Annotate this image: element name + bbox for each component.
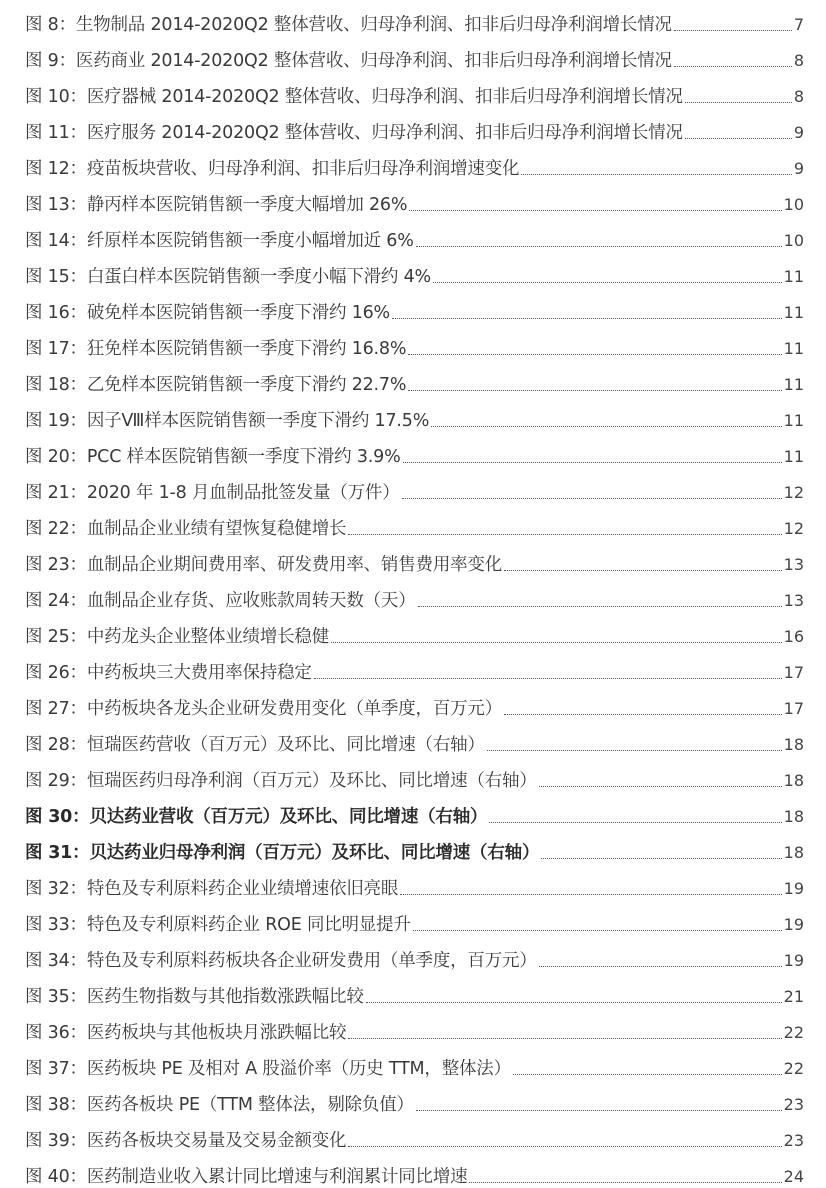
toc-entry[interactable] [25, 252, 804, 288]
dot-leader [504, 713, 782, 715]
toc-entry-title: 图 40：医药制造业收入累计同比增速与利润累计同比增速 [25, 1167, 468, 1187]
toc-entry-page-number: 22 [783, 1059, 804, 1078]
dot-leader [331, 641, 782, 643]
toc-entry[interactable] [25, 972, 804, 1008]
toc-entry-title: 图 29：恒瑞医药归母净利润（百万元）及环比、同比增速（右轴） [25, 771, 537, 791]
toc-entry-page-number: 23 [783, 1131, 804, 1150]
dot-leader [513, 1073, 782, 1075]
dot-leader [539, 785, 782, 787]
dot-leader [408, 353, 781, 355]
toc-entry-page-number: 12 [783, 483, 804, 502]
toc-entry[interactable] [25, 1044, 804, 1080]
toc-entry[interactable] [25, 1008, 804, 1044]
toc-entry-title: 图 23：血制品企业期间费用率、研发费用率、销售费用率变化 [25, 555, 503, 575]
dot-leader [431, 425, 782, 427]
toc-entry[interactable] [25, 360, 804, 396]
toc-entry[interactable] [25, 180, 804, 216]
dot-leader [674, 65, 792, 67]
toc-entry-title: 图 25：中药龙头企业整体业绩增长稳健 [25, 627, 330, 647]
toc-entry[interactable] [25, 612, 804, 648]
toc-entry[interactable] [25, 936, 804, 972]
toc-entry[interactable] [25, 108, 804, 144]
toc-entry-title: 图 36：医药板块与其他板块月涨跌幅比较 [25, 1023, 347, 1043]
toc-entry-title: 图 22：血制品企业业绩有望恢复稳健增长 [25, 519, 347, 539]
toc-entry-title: 图 15：白蛋白样本医院销售额一季度小幅下滑约 4% [25, 267, 431, 287]
dot-leader [416, 245, 782, 247]
toc-entry-page-number: 22 [783, 1023, 804, 1042]
dot-leader [348, 533, 781, 535]
toc-entry-page-number: 18 [783, 807, 804, 826]
toc-entry-title: 图 30：贝达药业营收（百万元）及环比、同比增速（右轴） [25, 807, 488, 827]
toc-entry[interactable] [25, 1080, 804, 1116]
toc-entry-page-number: 10 [783, 231, 804, 250]
dot-leader [314, 677, 782, 679]
table-of-figures [25, 0, 804, 1188]
toc-entry-title: 图 33：特色及专利原料药企业 ROE 同比明显提升 [25, 915, 411, 935]
toc-entry-page-number: 17 [783, 663, 804, 682]
toc-entry-page-number: 19 [783, 951, 804, 970]
toc-entry-page-number: 11 [783, 339, 804, 358]
toc-entry-title: 图 11：医疗服务 2014-2020Q2 整体营收、归母净利润、扣非后归母净利润增长情况 [25, 123, 683, 143]
toc-entry-page-number: 11 [783, 411, 804, 430]
toc-entry-page-number: 16 [783, 627, 804, 646]
toc-entry-page-number: 23 [783, 1095, 804, 1114]
dot-leader [413, 929, 782, 931]
dot-leader [504, 569, 782, 571]
toc-entry-title: 图 35：医药生物指数与其他指数涨跌幅比较 [25, 987, 364, 1007]
toc-entry-title: 图 24：血制品企业存货、应收账款周转天数（天） [25, 591, 416, 611]
toc-entry[interactable] [25, 324, 804, 360]
toc-entry-title: 图 13：静丙样本医院销售额一季度大幅增加 26% [25, 195, 408, 215]
toc-entry-title: 图 37：医药板块 PE 及相对 A 股溢价率（历史 TTM，整体法） [25, 1059, 511, 1079]
toc-entry-title: 图 8：生物制品 2014-2020Q2 整体营收、归母净利润、扣非后归母净利润增长情况 [25, 15, 672, 35]
dot-leader [403, 461, 782, 463]
dot-leader [348, 1037, 781, 1039]
toc-entry-title: 图 17：狂免样本医院销售额一季度下滑约 16.8% [25, 339, 407, 359]
toc-entry-title: 图 16：破免样本医院销售额一季度下滑约 16% [25, 303, 390, 323]
toc-entry[interactable] [25, 540, 804, 576]
dot-leader [366, 1001, 782, 1003]
toc-entry-page-number: 11 [783, 447, 804, 466]
toc-entry[interactable] [25, 576, 804, 612]
dot-leader [400, 893, 781, 895]
toc-entry[interactable] [25, 72, 804, 108]
toc-entry[interactable] [25, 648, 804, 684]
toc-entry-page-number: 19 [783, 879, 804, 898]
toc-entry[interactable] [25, 1116, 804, 1152]
toc-entry-page-number: 9 [793, 123, 804, 142]
toc-entry-page-number: 18 [783, 843, 804, 862]
toc-entry-page-number: 17 [783, 699, 804, 718]
toc-entry[interactable] [25, 288, 804, 324]
toc-entry-title: 图 12：疫苗板块营收、归母净利润、扣非后归母净利润增速变化 [25, 159, 520, 179]
toc-entry-title: 图 39：医药各板块交易量及交易金额变化 [25, 1131, 347, 1151]
toc-entry[interactable] [25, 0, 804, 36]
toc-entry-page-number: 18 [783, 771, 804, 790]
toc-entry-page-number: 13 [783, 555, 804, 574]
toc-entry-page-number: 11 [783, 303, 804, 322]
toc-entry-page-number: 19 [783, 915, 804, 934]
toc-entry[interactable] [25, 504, 804, 540]
toc-entry[interactable] [25, 144, 804, 180]
toc-entry-title: 图 32：特色及专利原料药企业业绩增速依旧亮眼 [25, 879, 399, 899]
toc-entry[interactable] [25, 1152, 804, 1188]
toc-entry-page-number: 18 [783, 735, 804, 754]
toc-entry[interactable] [25, 216, 804, 252]
toc-entry[interactable] [25, 756, 804, 792]
toc-entry[interactable] [25, 900, 804, 936]
dot-leader [433, 281, 782, 283]
dot-leader [469, 1181, 781, 1183]
toc-entry[interactable] [25, 396, 804, 432]
toc-entry[interactable] [25, 36, 804, 72]
dot-leader [487, 749, 782, 751]
toc-entry-page-number: 12 [783, 519, 804, 538]
toc-entry-title: 图 31：贝达药业归母净利润（百万元）及环比、同比增速（右轴） [25, 843, 540, 863]
dot-leader [416, 1109, 782, 1111]
dot-leader [392, 317, 782, 319]
toc-entry-title: 图 14：纤原样本医院销售额一季度小幅增加近 6% [25, 231, 414, 251]
toc-entry-page-number: 24 [783, 1167, 804, 1186]
toc-entry-page-number: 21 [783, 987, 804, 1006]
toc-entry[interactable] [25, 864, 804, 900]
toc-entry-page-number: 10 [783, 195, 804, 214]
toc-entry-title: 图 27：中药板块各龙头企业研发费用变化（单季度，百万元） [25, 699, 503, 719]
dot-leader [539, 965, 782, 967]
toc-entry[interactable] [25, 828, 804, 864]
toc-entry-title: 图 18：乙免样本医院销售额一季度下滑约 22.7% [25, 375, 407, 395]
dot-leader [674, 29, 792, 31]
toc-entry[interactable] [25, 720, 804, 756]
toc-entry-page-number: 7 [793, 15, 804, 34]
dot-leader [685, 101, 792, 103]
toc-entry-title: 图 34：特色及专利原料药板块各企业研发费用（单季度，百万元） [25, 951, 537, 971]
toc-entry-title: 图 19：因子Ⅷ样本医院销售额一季度下滑约 17.5% [25, 411, 430, 431]
toc-entry-page-number: 13 [783, 591, 804, 610]
toc-entry-page-number: 8 [793, 87, 804, 106]
dot-leader [409, 209, 781, 211]
toc-entry[interactable] [25, 792, 804, 828]
toc-entry[interactable] [25, 468, 804, 504]
toc-entry-title: 图 10：医疗器械 2014-2020Q2 整体营收、归母净利润、扣非后归母净利润增长情况 [25, 87, 683, 107]
toc-entry-page-number: 9 [793, 159, 804, 178]
toc-entry-page-number: 11 [783, 267, 804, 286]
toc-entry-title: 图 28：恒瑞医药营收（百万元）及环比、同比增速（右轴） [25, 735, 485, 755]
dot-leader [489, 821, 781, 823]
dot-leader [402, 497, 782, 499]
toc-entry-title: 图 38：医药各板块 PE（TTM 整体法，剔除负值） [25, 1095, 414, 1115]
toc-entry-page-number: 8 [793, 51, 804, 70]
dot-leader [521, 173, 791, 175]
toc-entry-title: 图 9：医药商业 2014-2020Q2 整体营收、归母净利润、扣非后归母净利润增长情况 [25, 51, 672, 71]
dot-leader [408, 389, 781, 391]
toc-entry-title: 图 26：中药板块三大费用率保持稳定 [25, 663, 312, 683]
toc-entry[interactable] [25, 432, 804, 468]
toc-entry-title: 图 21：2020 年 1-8 月血制品批签发量（万件） [25, 483, 400, 503]
dot-leader [685, 137, 792, 139]
toc-entry-page-number: 11 [783, 375, 804, 394]
dot-leader [418, 605, 782, 607]
dot-leader [348, 1145, 781, 1147]
toc-entry[interactable] [25, 684, 804, 720]
dot-leader [541, 857, 781, 859]
toc-entry-title: 图 20：PCC 样本医院销售额一季度下滑约 3.9% [25, 447, 401, 467]
